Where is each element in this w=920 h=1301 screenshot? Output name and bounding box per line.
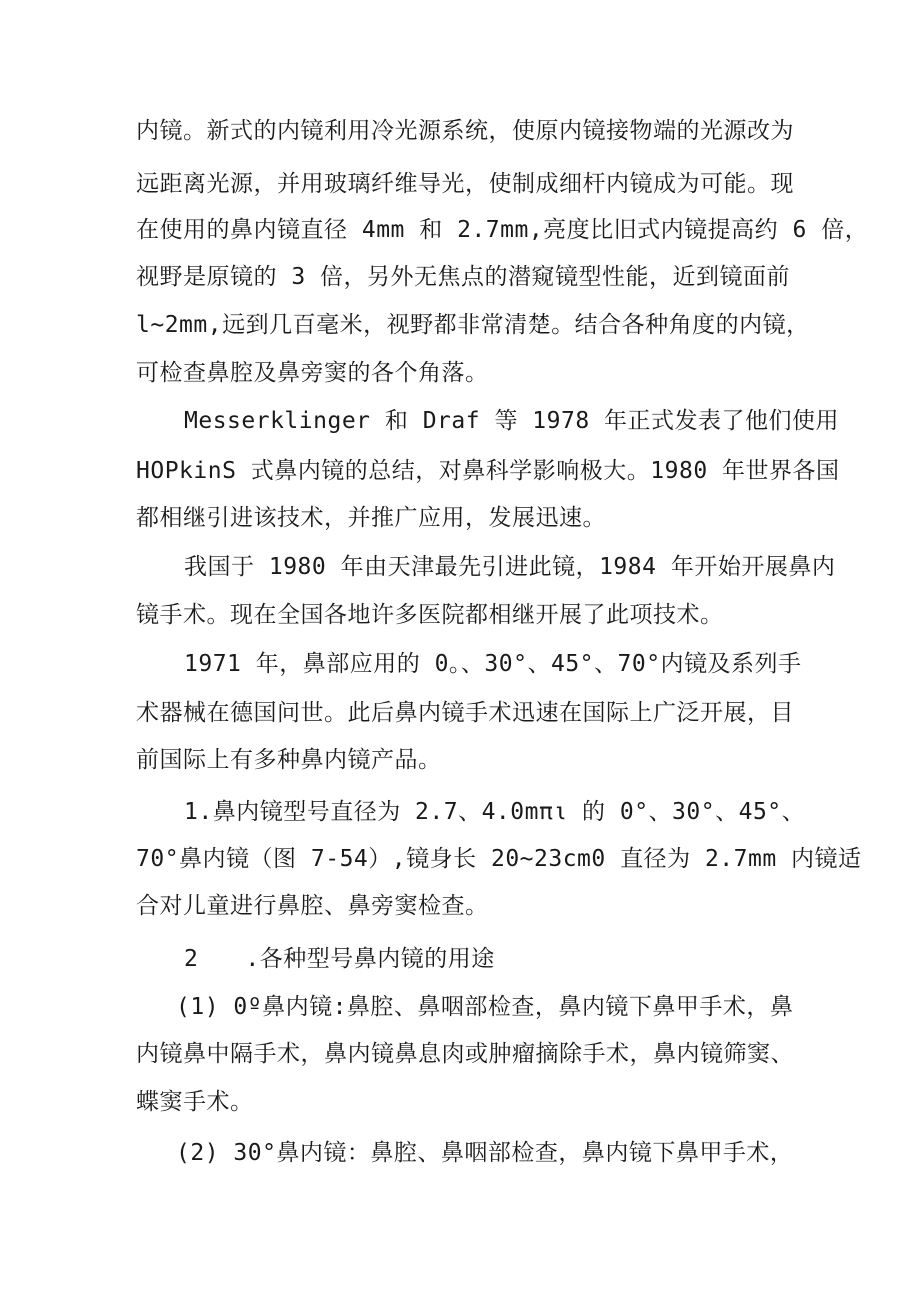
text-line: (1) 0º鼻内镜:鼻腔、鼻咽部检查，鼻内镜下鼻甲手术，鼻: [176, 994, 794, 1020]
text-line: 远距离光源，并用玻璃纤维导光，使制成细杆内镜成为可能。现: [136, 171, 794, 197]
text-line: 1971 年，鼻部应用的 0。、30°、45°、70°内镜及系列手: [184, 651, 802, 677]
text-line: HOPkinS 式鼻内镜的总结，对鼻科学影响极大。1980 年世界各国: [136, 458, 840, 484]
text-line: 术器械在德国问世。此后鼻内镜手术迅速在国际上广泛开展，目: [136, 700, 794, 726]
text-line: (2) 30°鼻内镜：鼻腔、鼻咽部检查，鼻内镜下鼻甲手术，: [176, 1140, 794, 1166]
text-line: 在使用的鼻内镜直径 4mm 和 2.7mm,亮度比旧式内镜提高约 6 倍，: [136, 217, 869, 243]
text-line: 可检查鼻腔及鼻旁窦的各个角落。: [136, 360, 489, 386]
text-line: 都相继引进该技术，并推广应用，发展迅速。: [136, 505, 606, 531]
text-line: 视野是原镜的 3 倍，另外无焦点的潜窥镜型性能，近到镜面前: [136, 264, 791, 290]
text-line: 前国际上有多种鼻内镜产品。: [136, 747, 442, 773]
text-line: 70°鼻内镜（图 7-54）,镜身长 20~23cm0 直径为 2.7mm 内镜适: [136, 846, 862, 872]
text-line: 合对儿童进行鼻腔、鼻旁窦检查。: [136, 893, 489, 919]
text-line: 我国于 1980 年由天津最先引进此镜，1984 年开始开展鼻内: [184, 554, 836, 580]
text-line: 蝶窦手术。: [136, 1089, 254, 1115]
text-line: 1.鼻内镜型号直径为 2.7、4.0mπι 的 0°、30°、45°、: [184, 799, 806, 825]
text-line: 内镜。新式的内镜利用冷光源系统，使原内镜接物端的光源改为: [136, 118, 794, 144]
text-line: Messerklinger 和 Draf 等 1978 年正式发表了他们使用: [184, 408, 840, 434]
text-line: l~2mm,远到几百毫米，视野都非常清楚。结合各种角度的内镜，: [136, 312, 810, 338]
section-heading: 2 .各种型号鼻内镜的用途: [184, 946, 495, 972]
text-line: 内镜鼻中隔手术，鼻内镜鼻息肉或肿瘤摘除手术，鼻内镜筛窦、: [136, 1041, 794, 1067]
text-line: 镜手术。现在全国各地许多医院都相继开展了此项技术。: [136, 602, 724, 628]
